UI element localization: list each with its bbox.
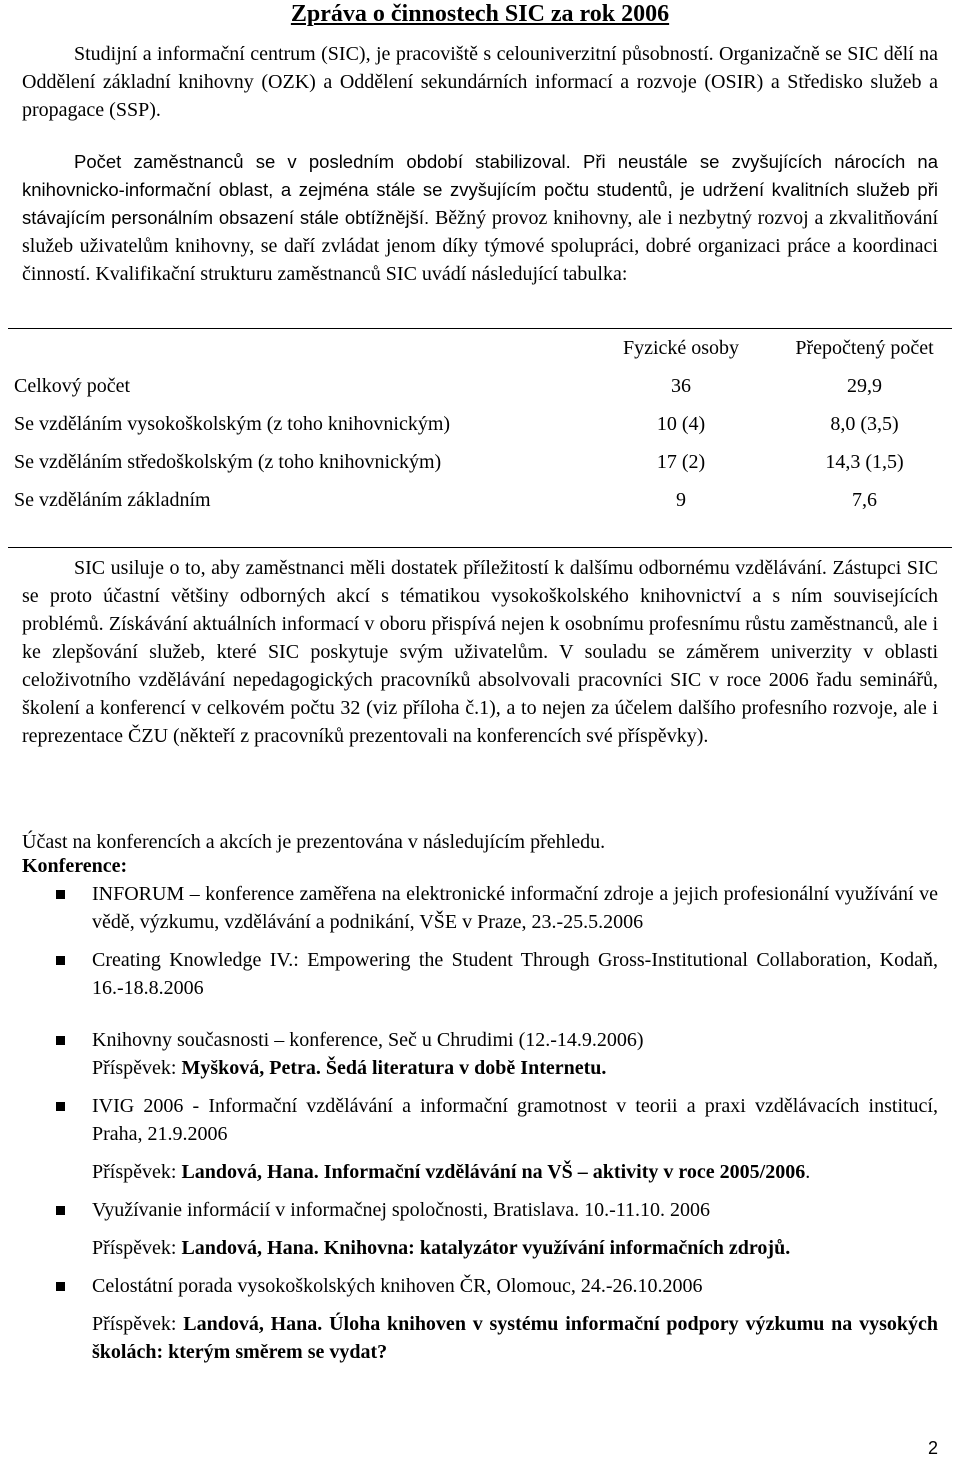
row-label: Celkový počet bbox=[14, 374, 131, 397]
table-spacer-row bbox=[8, 519, 952, 548]
conference-text: Využívanie informácií v informačnej spoločnosti, Bratislava. 10.-11.10. 2006 bbox=[92, 1199, 711, 1221]
contribution-label: Příspěvek: bbox=[92, 1161, 182, 1183]
staff-paragraph bbox=[22, 148, 938, 288]
table-header-empty bbox=[8, 329, 585, 368]
contribution-line bbox=[92, 1234, 938, 1262]
table-row bbox=[8, 405, 952, 443]
intro-paragraph: Studijní a informační centrum (SIC), je pracoviště s celouniverzitní působností. Organizačně se SIC dělí na Oddělení základní knihovny (OZK) a Oddělení sekundárních informací a rozvoje (OSIR) a Středisko služeb a propagace (SSP). bbox=[22, 43, 938, 121]
list-item bbox=[22, 1272, 938, 1366]
staff-paragraph-sans: Počet zaměstnanců se v posledním období stabilizoval. Při neustále se zvyšujících nárocích na knihovnicko-informační oblast, a zejména stále se zvyšujícím počtu studentů, je udržení kvalitních služeb při stávajícím personálním obsazení stále obtížnější. bbox=[22, 151, 938, 228]
row-fte: 14,3 (1,5) bbox=[825, 450, 904, 473]
participation-intro: Účast na konferencích a akcích je prezentována v následujícím přehledu. bbox=[22, 831, 606, 853]
table-row bbox=[8, 443, 952, 481]
contribution-title: Knihovna: katalyzátor využívání informačních zdrojů. bbox=[323, 1237, 791, 1259]
contribution-label: Příspěvek: bbox=[92, 1057, 182, 1079]
row-label: Se vzděláním středoškolským (z toho knihovnickým) bbox=[14, 450, 442, 473]
contribution-label: Příspěvek: bbox=[92, 1237, 182, 1259]
list-item bbox=[22, 1092, 938, 1186]
contribution-line bbox=[92, 1158, 938, 1186]
row-persons: 9 bbox=[676, 488, 686, 511]
row-fte: 7,6 bbox=[852, 488, 877, 511]
list-item bbox=[22, 946, 938, 1002]
contribution-title: Šedá literatura v době Internetu. bbox=[325, 1057, 607, 1079]
conferences-heading: Konference: bbox=[22, 855, 128, 877]
square-bullet-icon bbox=[56, 1206, 65, 1215]
conference-text: INFORUM – konference zaměřena na elektronické informační zdroje a jejich profesionální využívání ve vědě, výzkumu, vzdělávání a podnikání, VŠE v Praze, 23.-25.5.2006 bbox=[92, 883, 938, 933]
table-header-fte: Přepočtený počet bbox=[777, 329, 952, 368]
contribution-author: Landová, Hana. bbox=[181, 1237, 324, 1259]
contribution-author: Myšková, Petra. bbox=[181, 1057, 326, 1079]
square-bullet-icon bbox=[56, 956, 65, 965]
contribution-line bbox=[92, 1054, 938, 1082]
square-bullet-icon bbox=[56, 1282, 65, 1291]
row-persons: 10 (4) bbox=[656, 412, 706, 435]
table-header-row bbox=[8, 329, 952, 368]
staff-qualification-table bbox=[8, 328, 952, 548]
table-row bbox=[8, 367, 952, 405]
list-item bbox=[22, 1026, 938, 1082]
row-persons: 17 (2) bbox=[656, 450, 706, 473]
contribution-line bbox=[92, 1310, 938, 1366]
square-bullet-icon bbox=[56, 890, 65, 899]
list-item bbox=[22, 880, 938, 936]
row-label: Se vzděláním základním bbox=[14, 488, 211, 511]
education-paragraph: SIC usiluje o to, aby zaměstnanci měli dostatek příležitostí k dalšímu odbornému vzdělávání. Zástupci SIC se proto účastní většiny odborných akcí s tématikou vysokoškolského knihovnictví a s ním souvisejících problémů. Získávání aktuálních informací v oboru přispívá nejen k osobnímu profesnímu růstu zaměstnanců, ale i ke zlepšování služeb, které SIC poskytuje svým uživatelům. V souladu se záměrem univerzity v oblasti celoživotního vzdělávání nepedagogických pracovníků absolvovali pracovníci SIC v roce 2006 řadu seminářů, školení a konferencí v celkovém počtu 32 (viz příloha č.1), a to nejen za účelem dalšího profesního rozvoje, ale i reprezentace ČZU (někteří z pracovníků prezentovali na konferencích své příspěvky). bbox=[22, 557, 938, 747]
staff-paragraph-serif: Běžný provoz knihovny, ale i nezbytný rozvoj a zkvalitňování služeb uživatelům knihovny, se daří zvládat jenom díky týmové spolupráci, dobré organizaci práce a koordinaci činností. Kvalifikační strukturu zaměstnanců SIC uvádí následující tabulka: bbox=[22, 207, 938, 285]
conference-list bbox=[22, 876, 938, 1366]
conference-text: Knihovny současnosti – konference, Seč u Chrudimi (12.-14.9.2006) bbox=[92, 1029, 644, 1051]
contribution-title: Informační vzdělávání na VŠ – aktivity v roce 2005/2006 bbox=[323, 1161, 806, 1183]
row-fte: 29,9 bbox=[847, 374, 882, 397]
contribution-label: Příspěvek: bbox=[92, 1313, 184, 1335]
conference-text: IVIG 2006 - Informační vzdělávání a informační gramotnost v teorii a praxi vzdělávacích institucí, Praha, 21.9.2006 bbox=[92, 1095, 938, 1145]
contribution-title: Úloha knihoven v systému informační podpory výzkumu na vysokých školách: kterým směrem se vydat? bbox=[92, 1313, 938, 1363]
square-bullet-icon bbox=[56, 1102, 65, 1111]
contribution-author: Landová, Hana. bbox=[183, 1313, 330, 1335]
square-bullet-icon bbox=[56, 1036, 65, 1045]
contribution-tail: . bbox=[805, 1161, 811, 1183]
report-title: Zpráva o činnostech SIC za rok 2006 bbox=[290, 1, 670, 27]
table-row bbox=[8, 481, 952, 519]
row-persons: 36 bbox=[671, 374, 691, 397]
contribution-author: Landová, Hana. bbox=[181, 1161, 324, 1183]
conference-text: Celostátní porada vysokoškolských knihoven ČR, Olomouc, 24.-26.10.2006 bbox=[92, 1275, 703, 1297]
row-label: Se vzděláním vysokoškolským (z toho knihovnickým) bbox=[14, 412, 451, 435]
list-item bbox=[22, 1196, 938, 1262]
row-fte: 8,0 (3,5) bbox=[830, 412, 899, 435]
table-header-persons: Fyzické osoby bbox=[585, 329, 777, 368]
page-number: 2 bbox=[927, 1438, 938, 1458]
conference-text: Creating Knowledge IV.: Empowering the Student Through Gross-Institutional Collaboration, Kodaň, 16.-18.8.2006 bbox=[92, 949, 938, 999]
